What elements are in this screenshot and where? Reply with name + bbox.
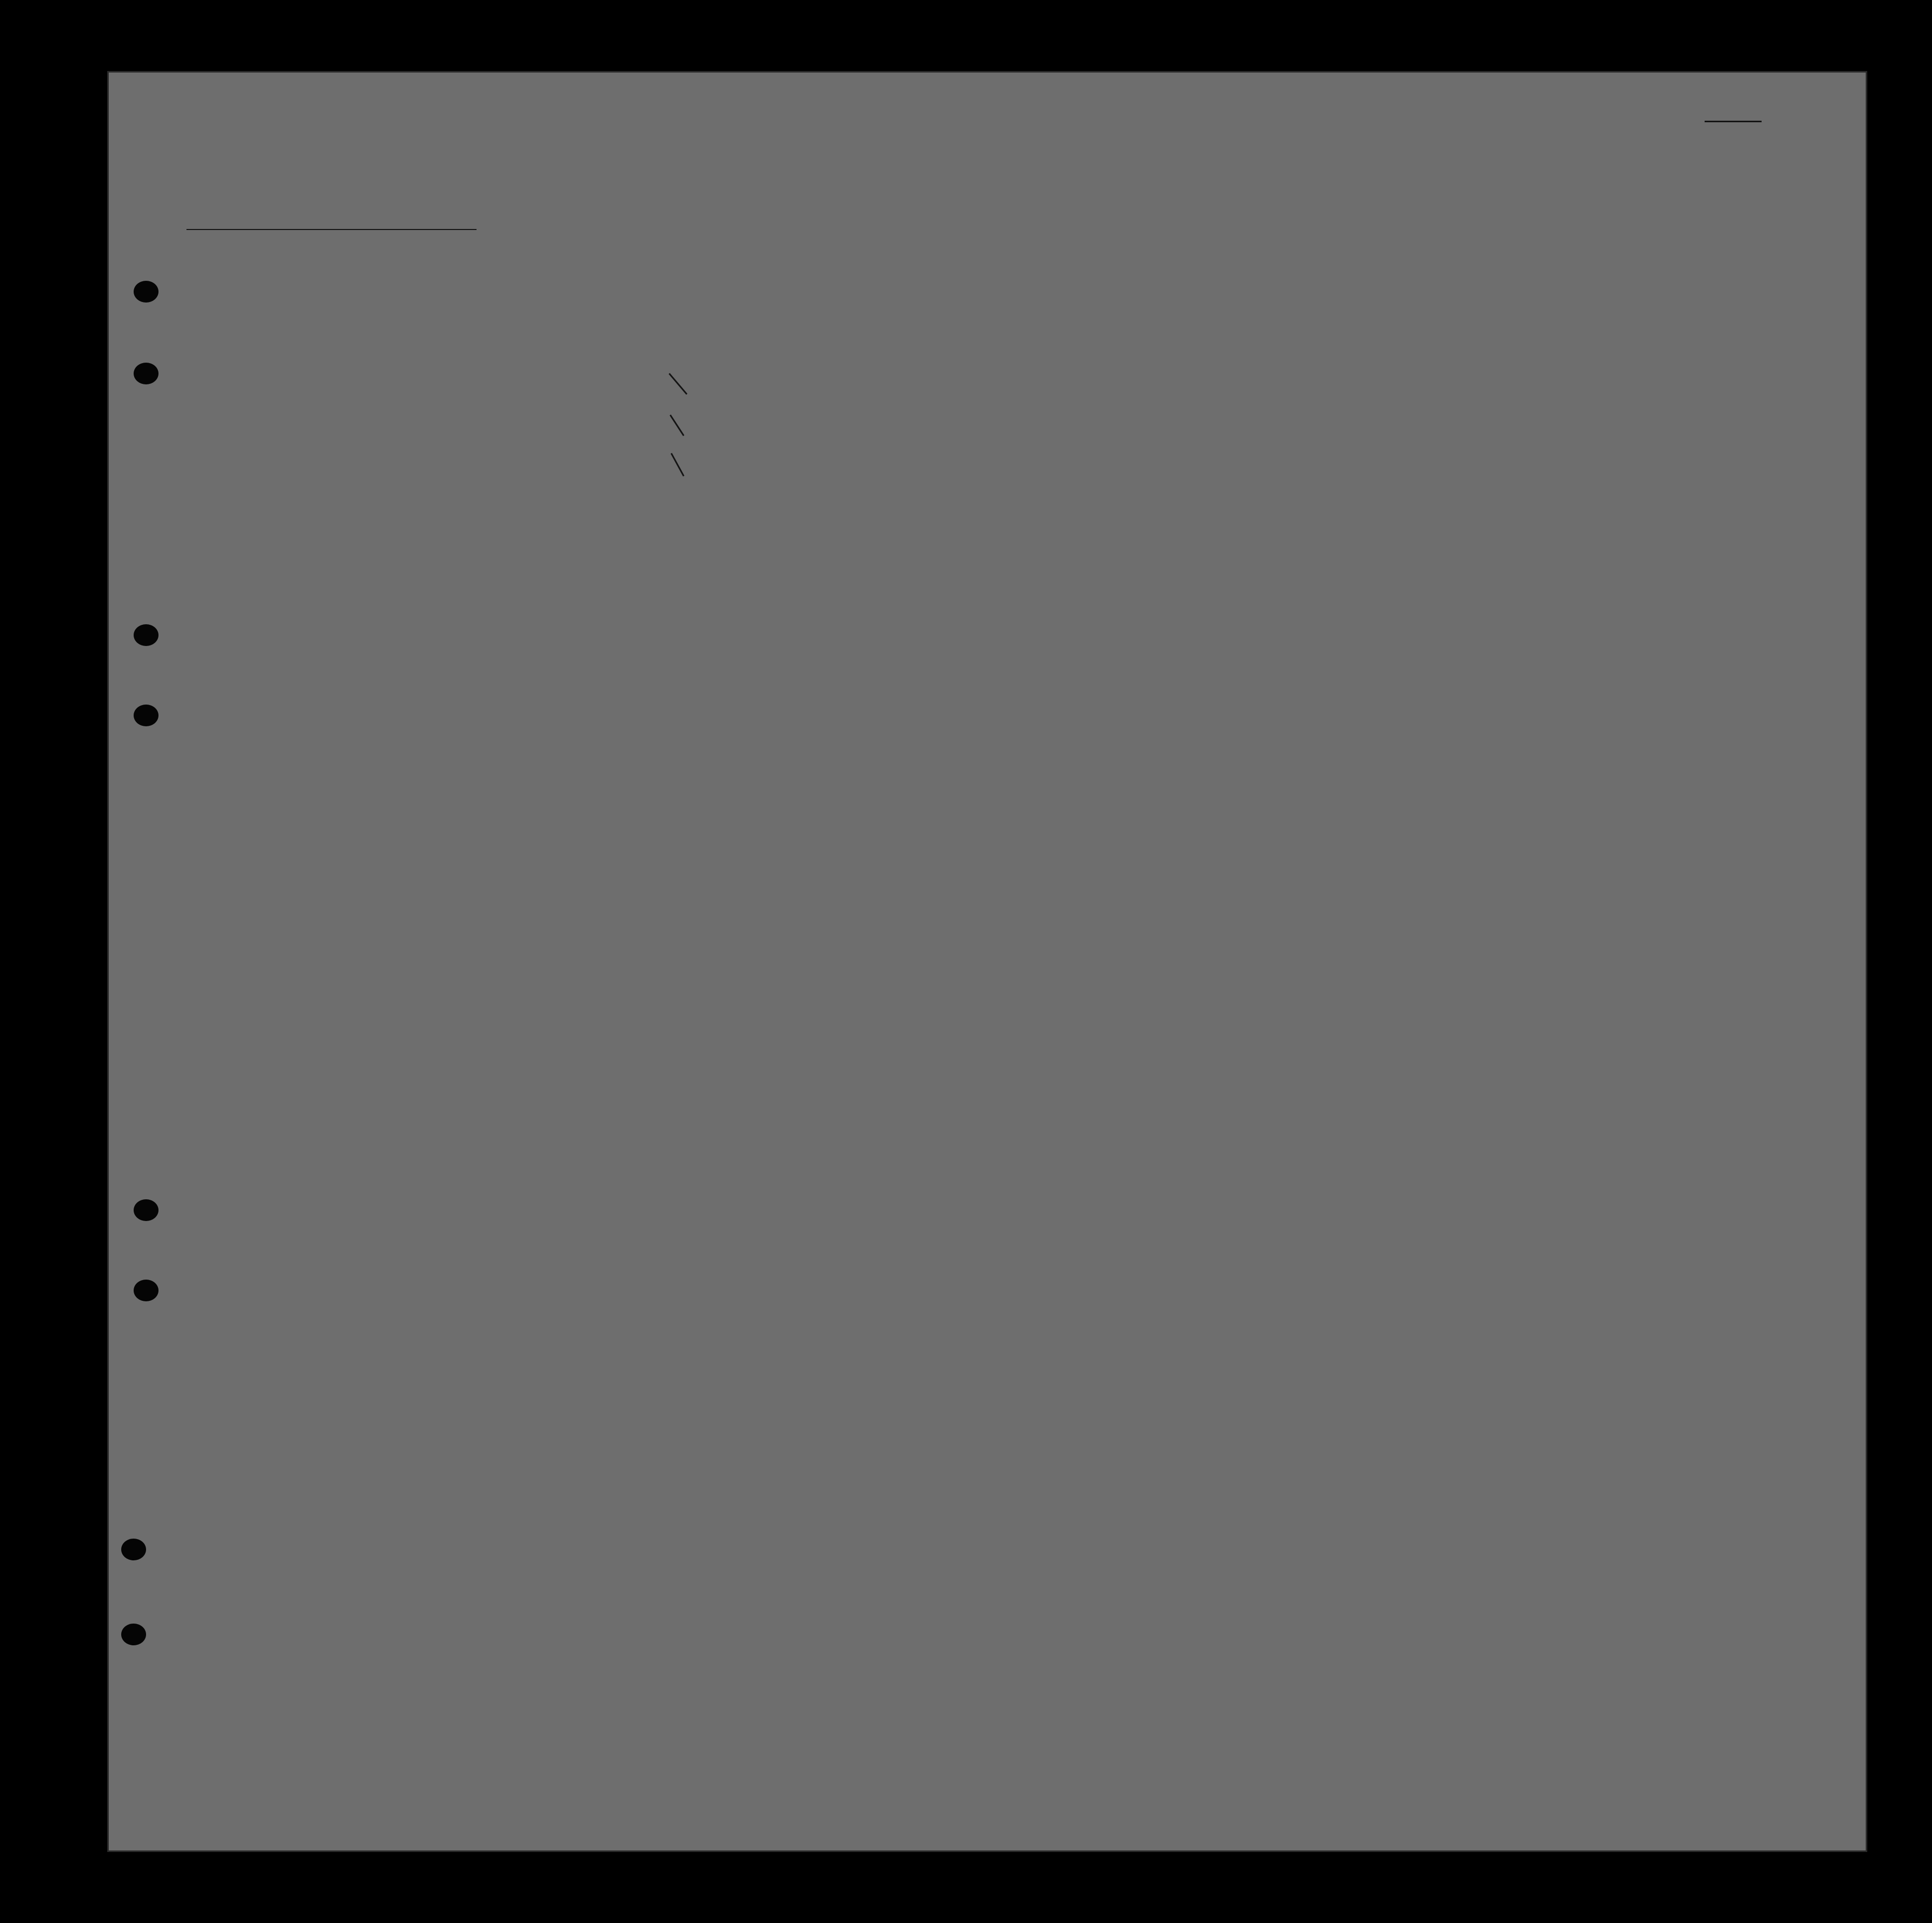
punch-hole (134, 705, 158, 726)
manifest-sheet (107, 71, 1867, 1852)
punch-hole (134, 1280, 158, 1301)
check-ticks (668, 370, 715, 505)
punch-hole (134, 281, 158, 303)
punch-hole (121, 1539, 146, 1560)
punch-hole (134, 1199, 158, 1221)
punch-hole (121, 1624, 146, 1645)
table-grid (109, 73, 1867, 1852)
punch-hole (134, 363, 158, 384)
punch-hole (134, 624, 158, 646)
